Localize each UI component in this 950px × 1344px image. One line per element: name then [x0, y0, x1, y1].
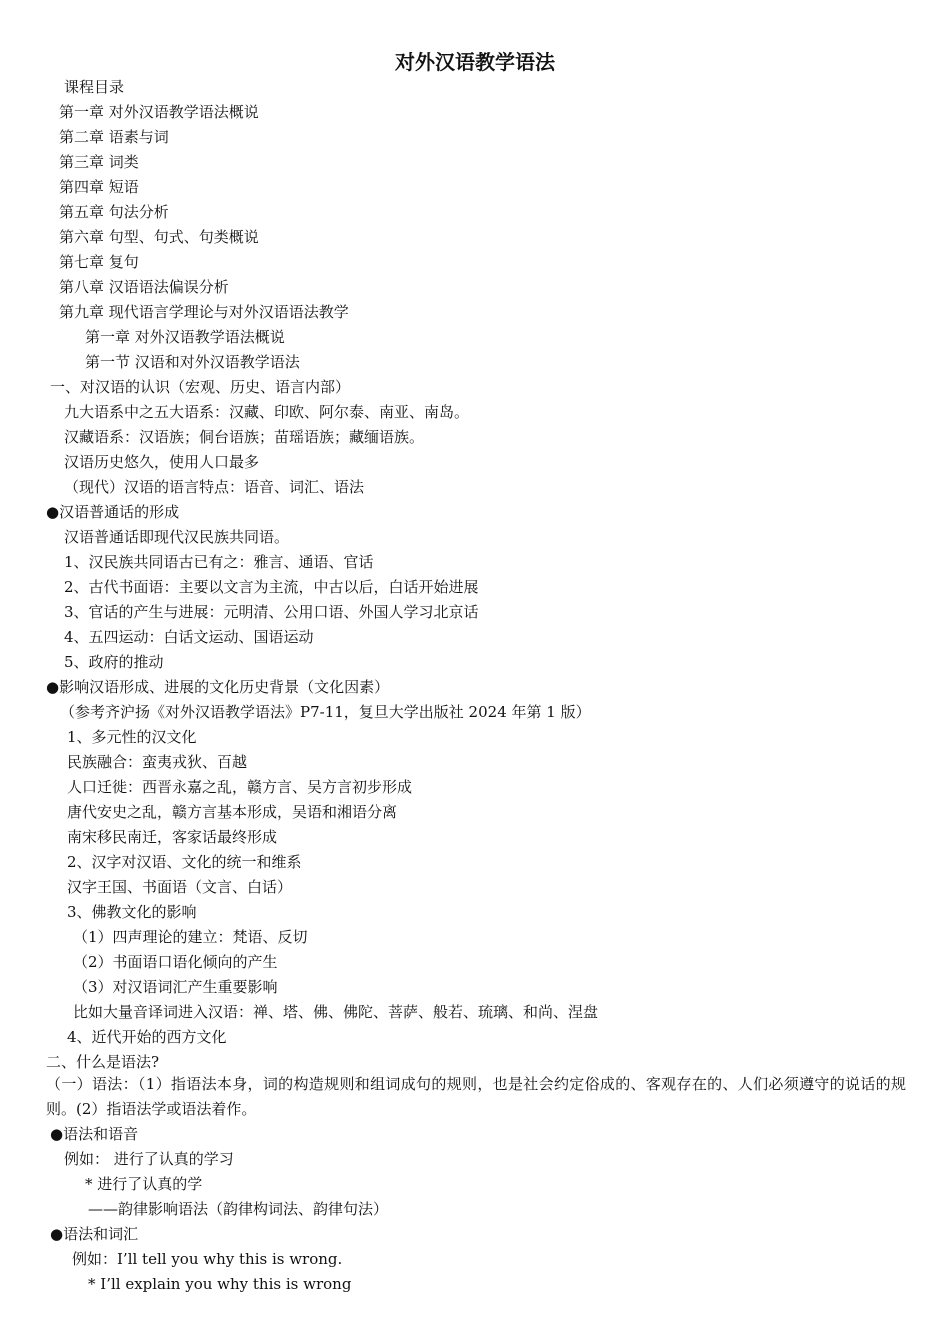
text-line: 汉语历史悠久，使用人口最多 [64, 453, 260, 471]
list-item: 3、佛教文化的影响 [67, 903, 197, 921]
text-line: 人口迁徙：西晋永嘉之乱，赣方言、吴方言初步形成 [67, 778, 413, 796]
list-item: 1、多元性的汉文化 [67, 728, 197, 746]
example-line: 例如：I’ll tell you why this is wrong. [72, 1250, 343, 1268]
document-title: 对外汉语教学语法 [395, 50, 555, 74]
toc-item: 第九章 现代语言学理论与对外汉语语法教学 [59, 303, 349, 321]
bullet-heading: ●汉语普通话的形成 [46, 503, 180, 521]
toc-item: 第八章 汉语语法偏误分析 [59, 278, 229, 296]
text-line: 比如大量音译词进入汉语：禅、塔、佛、佛陀、菩萨、般若、琉璃、和尚、涅盘 [73, 1003, 599, 1021]
text-line: 汉语普通话即现代汉民族共同语。 [64, 528, 290, 546]
text-line: 南宋移民南迁，客家话最终形成 [67, 828, 278, 846]
section-heading: 第一节 汉语和对外汉语教学语法 [85, 353, 300, 371]
list-item: 2、古代书面语：主要以文言为主流，中古以后，白话开始进展 [64, 578, 479, 596]
sub-list-item: （2）书面语口语化倾向的产生 [73, 953, 278, 971]
toc-item: 第四章 短语 [59, 178, 139, 196]
chapter-heading: 第一章 对外汉语教学语法概说 [85, 328, 285, 346]
toc-heading: 课程目录 [64, 78, 125, 96]
bullet-heading: ●语法和词汇 [50, 1225, 139, 1243]
text-line: 九大语系中之五大语系：汉藏、印欧、阿尔泰、南亚、南岛。 [64, 403, 470, 421]
toc-item: 第二章 语素与词 [59, 128, 169, 146]
text-line: 唐代安史之乱，赣方言基本形成，吴语和湘语分离 [67, 803, 398, 821]
list-item: 3、官话的产生与进展：元明清、公用口语、外国人学习北京话 [64, 603, 479, 621]
definition-paragraph: （一）语法：（1）指语法本身，词的构造规则和组词成句的规则，也是社会约定俗成的、客观存在的、人们必须遵守的说话的规则。(2）指语法学或语法着作。 [46, 1075, 906, 1118]
part-heading: 二、什么是语法? [46, 1053, 160, 1071]
toc-item: 第七章 复句 [59, 253, 139, 271]
example-line: 例如： 进行了认真的学习 [64, 1150, 234, 1168]
part-heading: 一、对汉语的认识（宏观、历史、语言内部） [50, 378, 351, 396]
bullet-heading: ●影响汉语形成、进展的文化历史背景（文化因素） [46, 678, 390, 696]
toc-item: 第五章 句法分析 [59, 203, 169, 221]
list-item: 4、五四运动：白话文运动、国语运动 [64, 628, 314, 646]
sub-list-item: （1）四声理论的建立：梵语、反切 [73, 928, 308, 946]
text-line: （现代）汉语的语言特点：语音、词汇、语法 [64, 478, 365, 496]
text-line: 汉字王国、书面语（文言、白话） [67, 878, 293, 896]
reference-note: （参考齐沪扬《对外汉语教学语法》P7-11，复旦大学出版社 2024 年第 1 版） [60, 703, 591, 721]
toc-item: 第六章 句型、句式、句类概说 [59, 228, 259, 246]
list-item: 5、政府的推动 [64, 653, 164, 671]
list-item: 2、汉字对汉语、文化的统一和维系 [67, 853, 302, 871]
toc-item: 第一章 对外汉语教学语法概说 [59, 103, 259, 121]
example-line: * I’ll explain you why this is wrong [88, 1275, 352, 1293]
list-item: 1、汉民族共同语古已有之：雅言、通语、官话 [64, 553, 374, 571]
example-line: * 进行了认真的学 [85, 1175, 203, 1193]
sub-list-item: （3）对汉语词汇产生重要影响 [73, 978, 278, 996]
text-line: ——韵律影响语法（韵律构词法、韵律句法） [88, 1200, 389, 1218]
text-line: 汉藏语系：汉语族；侗台语族；苗瑶语族；藏缅语族。 [64, 428, 425, 446]
list-item: 4、近代开始的西方文化 [67, 1028, 227, 1046]
toc-item: 第三章 词类 [59, 153, 139, 171]
bullet-heading: ●语法和语音 [50, 1125, 139, 1143]
text-line: 民族融合：蛮夷戎狄、百越 [67, 753, 248, 771]
